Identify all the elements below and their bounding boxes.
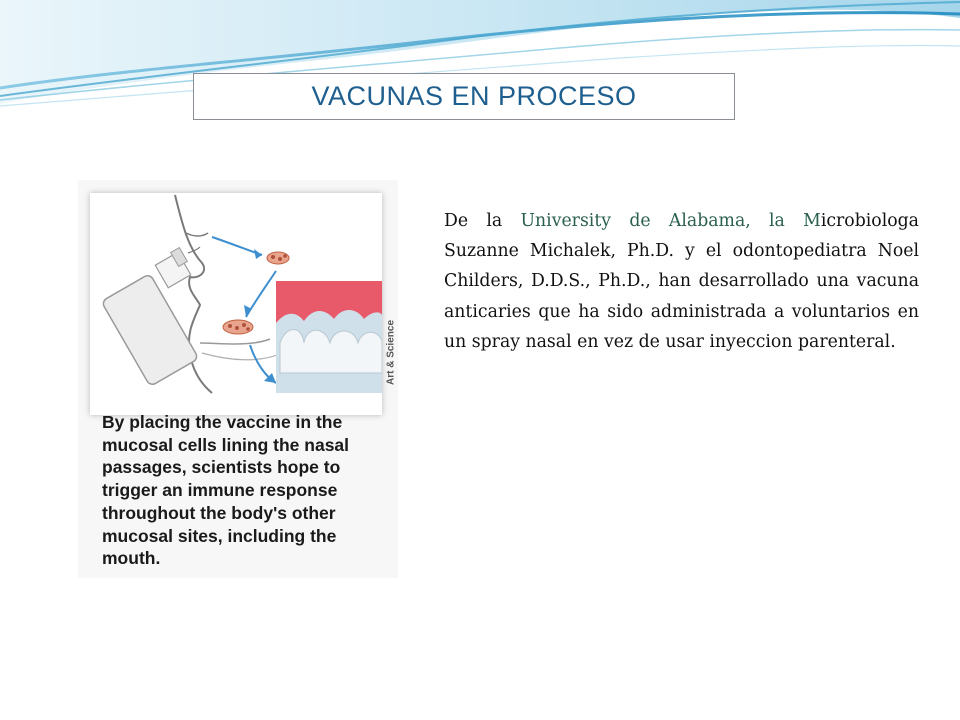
slide-title: VACUNAS EN PROCESO [311, 81, 637, 111]
figure-illustration-card [78, 180, 398, 578]
image-credit [383, 310, 399, 400]
image-credit-text: Art & Science [385, 319, 397, 386]
body-paragraph [444, 206, 919, 357]
figure-caption: By placing the vaccine in the mucosal cells lining the nasal passages, scientists hope to trigger an immune response throughout the body's other mucosal sites, including the mouth. [102, 412, 350, 569]
mucosal-cell-cluster-upper [267, 252, 289, 264]
university-name: University de Alabama, la M [520, 211, 821, 231]
body-prefix: De la [444, 211, 521, 231]
illustration-nasal-vaccine [90, 193, 382, 415]
title-box [193, 73, 735, 120]
body-text: icrobiologa Suzanne Michalek, Ph.D. y el odontopediatra Noel Childers, D.D.S., Ph.D., han desarrollado una vacuna anticaries que ha sido administrada a voluntarios en un spray nasal en vez de usar inyeccion parenteral. [444, 211, 919, 352]
mucosal-cell-cluster-lower [223, 320, 253, 334]
teeth-gum-inset [276, 281, 382, 393]
